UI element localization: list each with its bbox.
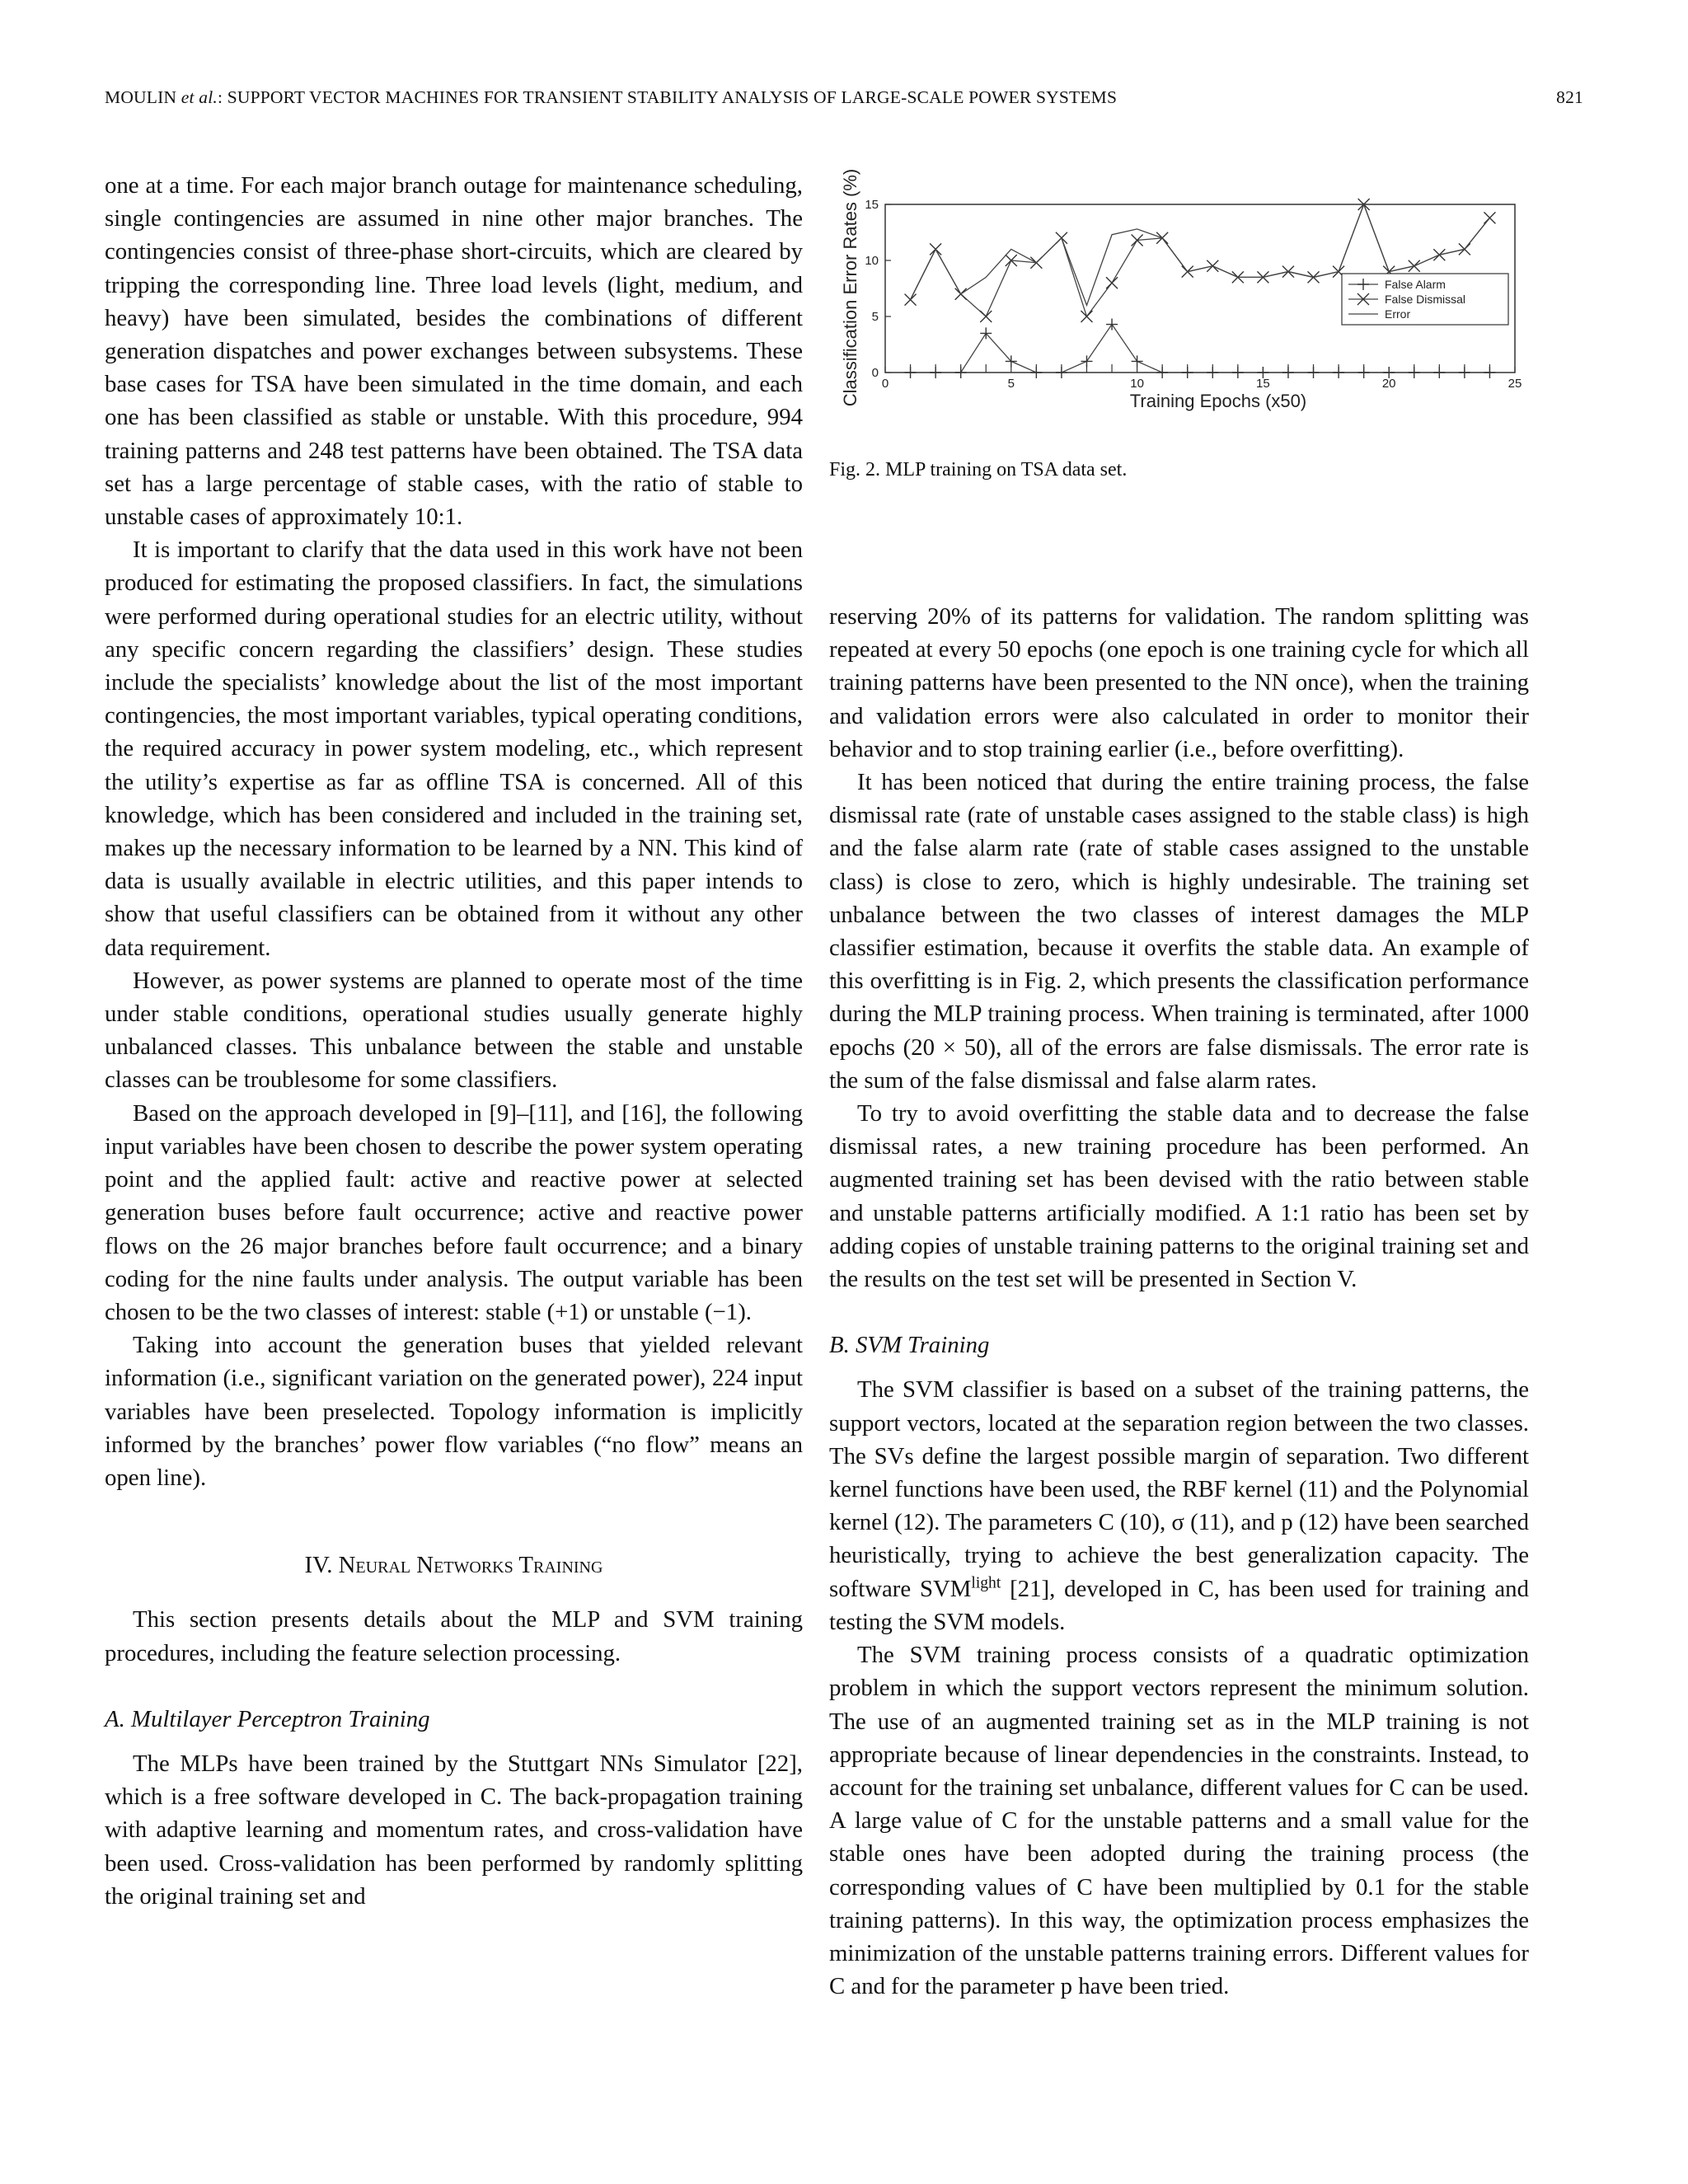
paragraph: The MLPs have been trained by the Stuttgart NNs Simulator [22], which is a free software developed in C. The back-propagation training with adaptive learning and momentum rates, and cross-validation have been used. Cross-validation has been performed by randomly splitting the original training set and: [105, 1750, 803, 1910]
paragraph: Taking into account the generation buses that yielded relevant information (i.e., significant variation on the generated power), 224 input variables have been preselected. Topology information is implicitly informed by the branches’ power flow variables (“no flow” means an open line).: [105, 1332, 803, 1491]
y-tick-label: 10: [865, 254, 879, 268]
running-title: [105, 87, 1117, 108]
paragraph: It has been noticed that during the entire training process, the false dismissal rate (rate of unstable cases assigned to the stable class) is high and the false alarm rate (rate of stable cases assigned to the unstable class) is close to zero, which is highly undesirable. The training set unbalance between the two classes of interest damages the MLP classifier estimation, because it overfits the stable data. An example of this overfitting is in Fig. 2, which presents the classification performance during the MLP training process. When training is terminated, after 1000 epochs (20 × 50), all of the errors are false dismissals. The error rate is the sum of the false dismissal and false alarm rates.: [829, 769, 1529, 1094]
x-tick-label: 0: [881, 377, 889, 391]
data-point: [1081, 311, 1092, 322]
x-tick-label: 25: [1507, 377, 1522, 391]
data-point: [1358, 367, 1370, 378]
subsection-title: B. SVM Training: [829, 1332, 990, 1359]
x-tick-label: 15: [1256, 377, 1270, 391]
data-point: [1459, 367, 1470, 378]
running-header: [105, 87, 1583, 114]
y-tick-label: 15: [865, 198, 879, 212]
data-point: [1182, 367, 1193, 378]
x-axis-label: Training Epochs (x50): [1129, 391, 1307, 411]
paragraph-text: The SVM classifier is based on a subset of the training patterns, the support vectors, located at the separation region between the two classes. The SVs define the largest possible margin of separation. Two different kernel functions have been used, the RBF kernel (11) and the Polynomial kernel (12). The parameters C (10), σ (11), and p (12) have been searched heuristically, trying to achieve the best generalization capacity. The software SVM: [829, 1376, 1529, 1602]
data-point: [1030, 367, 1042, 378]
data-point: [980, 311, 992, 322]
data-point: [1333, 367, 1344, 378]
paragraph: It is important to clarify that the data used in this work have not been produced for estimating the proposed classifiers. In fact, the simulations were performed during operational studies for an electric utility, without any specific concern regarding the classifiers’ design. These studies include the specialists’ knowledge about the list of the most important contingencies, the most important variables, typical operating conditions, the required accuracy in power system modeling, etc., which represent the utility’s expertise as far as offline TSA is concerned. All of this knowledge, which has been considered and included in the training set, makes up the necessary information to be learned by a NN. This kind of data is usually available in electric utilities, and this paper intends to show that useful classifiers can be obtained from it without any other data requirement.: [105, 537, 803, 961]
superscript: light: [971, 1574, 1001, 1592]
data-point: [1433, 367, 1445, 378]
data-point: [1409, 367, 1420, 378]
x-tick-label: 5: [1007, 377, 1015, 391]
x-tick-label: 20: [1381, 377, 1396, 391]
figure-2: [829, 155, 1529, 600]
data-point: [955, 367, 967, 378]
y-tick-label: 0: [871, 366, 879, 380]
data-point: [1056, 367, 1067, 378]
running-title-etal: et al.: [181, 87, 218, 107]
left-column: [105, 169, 803, 1913]
series-line: [911, 325, 1490, 373]
legend-entry: False Alarm: [1385, 278, 1446, 291]
page-number: 821: [1556, 87, 1583, 107]
y-axis-label: Classification Error Rates (%): [840, 168, 860, 407]
paragraph: reserving 20% of its patterns for validation. The random splitting was repeated at every 50 epochs (one epoch is one training cycle for which all training patterns have been presented to the NN once), when the training and validation errors were also calculated in order to monitor their behavior and to stop training earlier (i.e., before overfitting).: [829, 603, 1529, 762]
paragraph: However, as power systems are planned to operate most of the time under stable conditions, operational studies usually generate highly unbalanced classes. This unbalance between the stable and unstable classes can be troublesome for some classifiers.: [105, 967, 803, 1094]
data-point: [1106, 277, 1118, 288]
subsection-title: A. Multilayer Perceptron Training: [105, 1705, 430, 1732]
data-point: [1207, 367, 1218, 378]
paragraph: [829, 1373, 1529, 1638]
data-point: [1106, 319, 1118, 330]
data-point: [930, 367, 941, 378]
data-point: [1484, 367, 1495, 378]
x-tick-label: 10: [1130, 377, 1144, 391]
paragraph: one at a time. For each major branch outage for maintenance scheduling, single contingencies are assumed in nine other major branches. The contingencies consist of three-phase short-circuits, which are cleared by tripping the corresponding line. Three load levels (light, medium, and heavy) have been simulated, besides the combinations of different generation dispatches and power exchanges between subsystems. These base cases for TSA have been simulated in the time domain, and each one has been classified as stable or unstable. With this procedure, 994 training patterns and 248 test patterns have been obtained. The TSA data set has a large percentage of stable cases, with the ratio of stable to unstable cases of approximately 10:1.: [105, 172, 803, 531]
legend-entry: False Dismissal: [1385, 293, 1466, 306]
data-point: [1308, 367, 1320, 378]
paragraph-text: [21], developed in C, has been used for training and testing the SVM models.: [829, 1575, 1529, 1635]
paragraph: This section presents details about the MLP and SVM training procedures, including the feature selection processing.: [105, 1606, 803, 1666]
data-point: [1081, 355, 1092, 367]
data-point: [1132, 355, 1143, 367]
paragraph: The SVM training process consists of a quadratic optimization problem in which the support vectors represent the minimum solution. The use of an augmented training set as in the MLP training is not appropriate because of linear dependencies in the constraints. Instead, to account for the training set unbalance, different values for C can be used. A large value of C for the unstable patterns and a small value for the stable ones have been adopted during the training process (the corresponding values of C have been multiplied by 0.1 for the stable training patterns). In this way, the optimization process emphasizes the minimization of the unstable patterns training errors. Different values for C and for the parameter p have been tried.: [829, 1642, 1529, 2000]
series-false-alarm: [905, 319, 1496, 378]
data-point: [905, 367, 917, 378]
figure-caption: Fig. 2. MLP training on TSA data set.: [829, 459, 1128, 480]
paragraph: To try to avoid overfitting the stable data and to decrease the false dismissal rates, a new training procedure has been performed. An augmented training set has been devised with the ratio between stable and unstable patterns artificially modified. A 1:1 ratio has been set by adding copies of unstable training patterns to the original training set and the results on the test set will be presented in Section V.: [829, 1100, 1529, 1293]
data-point: [1232, 367, 1244, 378]
section-title: IV. Neural Networks Training: [304, 1552, 603, 1579]
data-point: [1282, 367, 1294, 378]
y-tick-label: 5: [871, 310, 879, 324]
running-title-rest: : SUPPORT VECTOR MACHINES FOR TRANSIENT STABILITY ANALYSIS OF LARGE-SCALE POWER SYSTEMS: [217, 87, 1118, 107]
right-column: [829, 155, 1529, 2003]
training-error-chart: [829, 155, 1529, 435]
paragraph: Based on the approach developed in [9]–[11], and [16], the following input variables have been chosen to describe the power system operating point and the applied fault: active and reactive power at selected generation buses before fault occurrence; active and reactive power flows on the 26 major branches before fault occurrence; and a binary coding for the nine faults under analysis. The output variable has been chosen to be the two classes of interest: stable (+1) or unstable (−1).: [105, 1099, 803, 1325]
legend-entry: Error: [1385, 307, 1411, 321]
running-title-author: MOULIN: [105, 87, 177, 107]
data-point: [1156, 367, 1168, 378]
